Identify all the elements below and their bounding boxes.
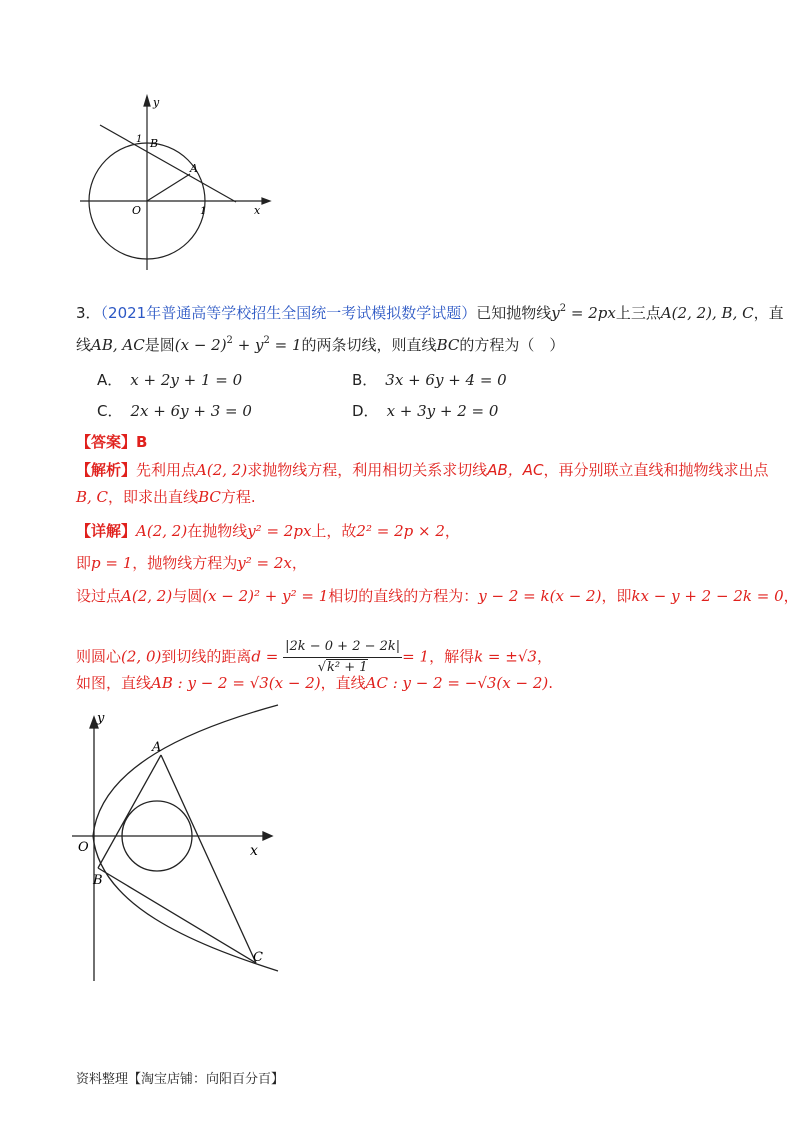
option-letter: D．	[352, 402, 379, 420]
line-bc: BC	[436, 336, 460, 354]
line-bc: BC	[198, 488, 221, 506]
option-letter: A．	[97, 371, 123, 389]
fig2-label-o: O	[78, 840, 89, 855]
question-text: 是圆	[144, 336, 175, 354]
circle-equation: $(x - 2)^2 + y^2 = 1$	[174, 335, 302, 354]
option-letter: C．	[97, 402, 123, 420]
figure-circle-tangent	[70, 90, 280, 280]
detail-line-5: 如图，直线AB : y − 2 = √3(x − 2)，直线AC : y − 2 = −√3(x − 2).	[76, 674, 554, 692]
fig1-label-o: O	[132, 204, 142, 217]
detail-line-1: 【详解】A(2, 2)在抛物线y² = 2px上，故2² = 2p × 2，	[76, 522, 460, 540]
fig1-y-arrow	[144, 96, 150, 106]
tangents-ab-ac: AB, AC	[91, 336, 145, 354]
option-c[interactable]	[97, 401, 252, 421]
option-equation: 3x + 6y + 4 = 0	[385, 371, 507, 389]
fig2-line-bc	[98, 868, 256, 963]
answer-line	[76, 432, 147, 452]
analysis-line-1: 【解析】先利用点A(2, 2)求抛物线方程，利用相切关系求切线AB，AC，再分别联立直线和抛物线求出点	[76, 461, 769, 479]
detail-label: 【详解】	[76, 522, 137, 540]
fig2-parabola	[93, 705, 278, 971]
parabola-equation: $y^2 = 2px$	[551, 303, 616, 322]
question-number: 3．	[76, 304, 101, 322]
fig2-label-y: y	[97, 711, 105, 726]
fig1-radius-oa	[147, 174, 190, 201]
question-text: 的两条切线，则直线	[301, 336, 437, 354]
question-line-1	[76, 303, 784, 323]
answer-value: B	[136, 433, 148, 451]
detail-line-4: 则圆心(2, 0)到切线的距离d = $\frac{|2k - 0 + 2 - 2k|}{\text{√k² + 1}}$ = 1，解得k = ±√3，	[76, 637, 552, 678]
fig2-label-b: B	[93, 873, 103, 888]
question-text: 已知抛物线	[476, 304, 552, 322]
option-equation: x + 3y + 2 = 0	[386, 402, 499, 420]
question-text: 线	[76, 336, 92, 354]
fig2-x-arrow	[263, 832, 272, 840]
fig1-label-y: y	[153, 96, 160, 109]
question-text: 上三点	[615, 304, 661, 322]
detail-line-2: 即p = 1，抛物线方程为y² = 2x，	[76, 554, 307, 572]
analysis-label: 【解析】	[76, 461, 137, 479]
detail-line-3: 设过点A(2, 2)与圆(x − 2)² + y² = 1相切的直线的方程为：y − 2 = k(x − 2)，即kx − y + 2 − 2k = 0，	[76, 587, 799, 605]
option-letter: B．	[352, 371, 378, 389]
footer-text: 资料整理【淘宝店铺：向阳百分百】	[76, 1072, 285, 1087]
option-b[interactable]	[352, 370, 507, 390]
fig1-label-a: A	[190, 162, 198, 175]
question-text: ，直	[753, 304, 784, 322]
figure-parabola-triangle	[60, 703, 285, 988]
fig2-line-ac	[161, 755, 256, 963]
question-text: 的方程为（ ）	[459, 336, 565, 354]
fig2-label-c: C	[253, 950, 263, 965]
fig1-label-one-y: 1	[136, 134, 143, 145]
fig2-label-a: A	[152, 740, 162, 755]
point-a: A(2, 2)	[196, 461, 248, 479]
analysis-line-2: B, C，即求出直线BC方程.	[76, 488, 256, 506]
option-equation: 2x + 6y + 3 = 0	[130, 402, 252, 420]
question-source: （2021年普通高等学校招生全国统一考试模拟数学试题）	[100, 304, 477, 322]
fig1-label-one-x: 1	[200, 206, 207, 217]
option-equation: x + 2y + 1 = 0	[130, 371, 243, 389]
fig1-label-b: B	[150, 137, 159, 150]
question-line-2	[76, 335, 564, 355]
option-a[interactable]	[97, 370, 242, 390]
points-abc: A(2, 2), B, C	[660, 304, 754, 322]
answer-label: 【答案】	[76, 433, 137, 451]
points-bc: B, C	[76, 488, 109, 506]
option-d[interactable]	[352, 401, 498, 421]
fig1-tangent-line	[100, 125, 236, 202]
fig1-label-x: x	[254, 204, 261, 217]
tangents-ab-ac: AB，AC	[487, 461, 544, 479]
fig1-x-arrow	[262, 198, 270, 204]
fig2-label-x: x	[250, 843, 258, 859]
distance-fraction: $\frac{|2k - 0 + 2 - 2k|}{\text{√k² + 1}}$	[285, 639, 401, 675]
